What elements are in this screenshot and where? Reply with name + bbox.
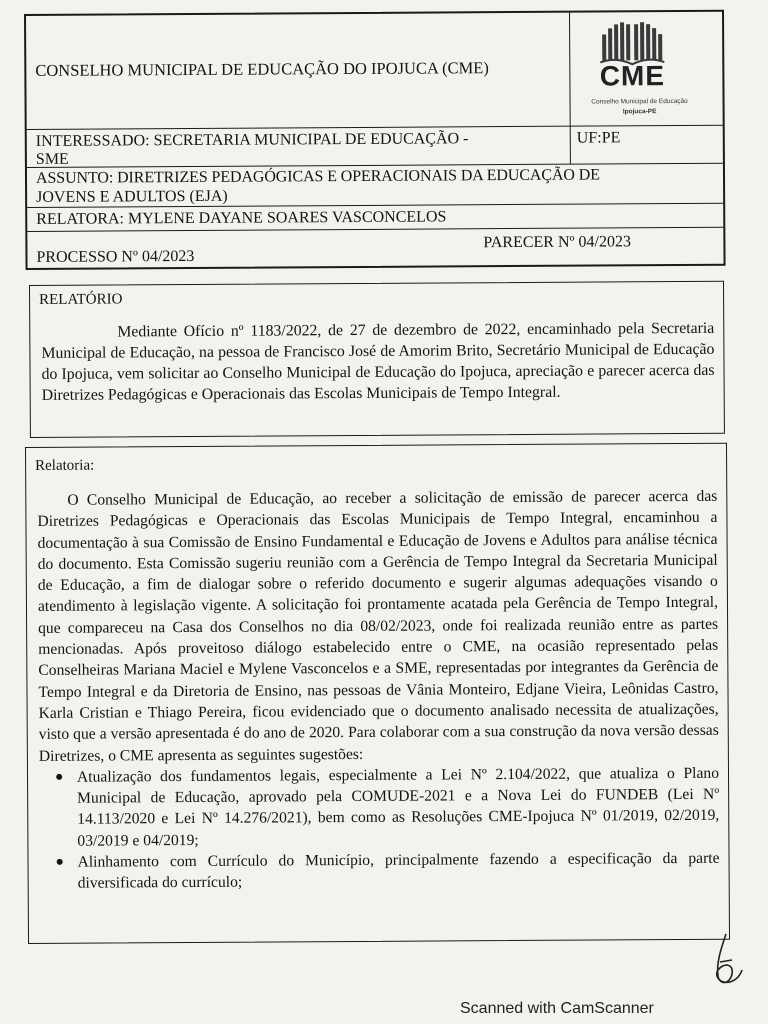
relatorio-paragraph: Mediante Ofício nº 1183/2022, de 27 de dezembro de 2022, encaminhado pela Secretaria Municipal de Educação, na pessoa de Francisco José de Amorim Brito, Secretário Municipal de Educação do Ipojuca, vem solicitar ao Conselho Municipal de Educação do Ipojuca, apreciação e parecer acerca das Diretrizes Pedagógicas e Operacionais das Escolas Municipais de Tempo Integral. [41, 319, 715, 404]
logo-subtitle: Conselho Municipal de Educação [591, 97, 688, 106]
relatorio-text-block [41, 318, 715, 406]
list-item [39, 848, 719, 895]
interessado-row [27, 126, 723, 168]
relatorio-box [29, 281, 725, 438]
bullet-icon: ● [55, 854, 65, 870]
cme-logo [584, 18, 688, 123]
suggestions-list [39, 763, 720, 895]
bullet-icon: ● [54, 769, 64, 785]
logo-text: CME [599, 60, 666, 92]
processo-row [27, 228, 723, 270]
assunto-line1: ASSUNTO: DIRETRIZES PEDAGÓGICAS E OPERACIONAIS DA EDUCAÇÃO DE [35, 166, 600, 187]
relatoria-box [25, 443, 730, 944]
uf-label: UF:PE [576, 129, 621, 147]
council-title: CONSELHO MUNICIPAL DE EDUCAÇÃO DO IPOJUCA (CME) [35, 58, 489, 80]
signature-mark [706, 932, 746, 992]
parecer: PARECER Nº 04/2023 [483, 233, 631, 252]
processo: PROCESSO Nº 04/2023 [36, 247, 195, 266]
relatorio-title: RELATÓRIO [39, 291, 123, 308]
relatoria-title: Relatoria: [35, 457, 95, 474]
assunto-line2: JOVENS E ADULTOS (EJA) [36, 187, 228, 206]
relatoria-paragraph: O Conselho Municipal de Educação, ao receber a solicitação de emissão de parecer acerca das Diretrizes Pedagógicas e Operacionais das Escolas Municipais de Tempo Integral, encaminhou a documentação à sua Comissão de Ensino Fundamental e Educação de Jovens e Adultos para análise técnica do documento. Esta Comissão sugeriu reunião com a Gerência de Tempo Integral da Secretaria Municipal de Educação, a fim de dialogar sobre o referido documento e sugerir algumas adequações visando o atendimento à legislação vigente. A solicitação foi prontamente acatada pela Gerência de Tempo Integral, que compareceu na Casa dos Conselhos no dia 08/02/2023, onde foi realizada reunião entre as partes mencionadas. Após proveitoso diálogo estabelecido entre o CME, na ocasião representado pelas Conselheiras Mariana Maciel e Mylene Vasconcelos e a SME, representadas por integrantes da Gerência de Tempo Integral e da Diretoria de Ensino, nas pessoas de Vânia Monteiro, Edjane Vieira, Leônidas Castro, Karla Cristian e Thiago Pereira, ficou evidenciado que o documento analisado necessita de atualizações, visto que a versão apresentada é do ano de 2020. Para colaborar com a sua construção da nova versão dessas Diretrizes, o CME apresenta as seguintes sugestões: [37, 487, 719, 765]
suggestion-text: Atualização dos fundamentos legais, especialmente a Lei Nº 2.104/2022, que atualiza o Plano Municipal de Educação, aprovado pela COMUDE-2021 e a Nova Lei do FUNDEB (Lei Nº 14.113/2020 e Lei Nº 14.276/2021), bem como as Resoluções CME-Ipojuca Nº 01/2019, 02/2019, 03/2019 e 04/2019; [76, 764, 720, 850]
interessado: INTERESSADO: SECRETARIA MUNICIPAL DE EDUCAÇÃO - [35, 130, 469, 150]
relatora: RELATORA: MYLENE DAYANE SOARES VASCONCELOS [36, 208, 447, 228]
assunto-row [27, 164, 723, 208]
interessado-line2: SME [35, 150, 69, 168]
suggestion-text: Alinhamento com Currículo do Município, principalmente fazendo a especificação da parte diversificada do currículo; [77, 849, 720, 893]
scanner-watermark: Scanned with CamScanner [460, 1000, 654, 1017]
header-table [24, 10, 726, 270]
relatoria-text-block [37, 486, 719, 895]
list-item [39, 763, 720, 852]
logo-location: Ipojuca-PE [622, 108, 657, 116]
